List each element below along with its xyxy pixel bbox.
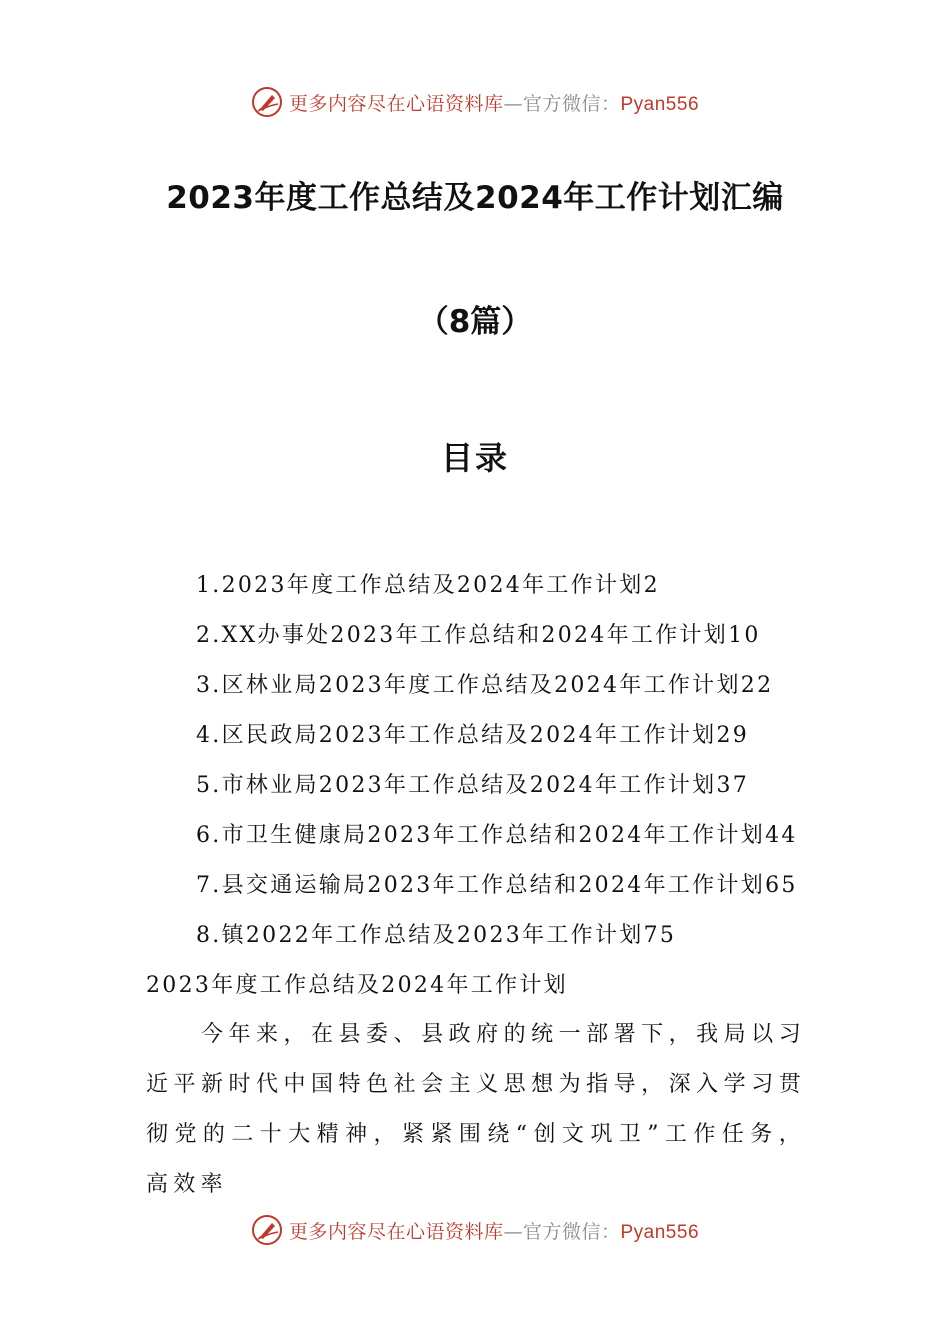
banner-wechat-label: —官方微信： — [503, 1220, 621, 1243]
toc-item[interactable]: 3.区林业局2023年度工作总结及2024年工作计划22 — [196, 673, 774, 698]
toc-heading: 目录 — [440, 439, 509, 477]
banner-content — [251, 1214, 699, 1246]
toc-item[interactable]: 5.市林业局2023年工作总结及2024年工作计划37 — [196, 773, 750, 798]
banner-wechat-id: Pyan556 — [620, 93, 700, 115]
banner-library-name: 更多内容尽在心语资料库 — [288, 92, 504, 115]
footer-banner — [0, 1210, 950, 1250]
toc-item[interactable]: 2.XX办事处2023年工作总结和2024年工作计划10 — [196, 623, 761, 648]
toc-item[interactable]: 8.镇2022年工作总结及2023年工作计划75 — [196, 923, 677, 948]
section-title: 2023年度工作总结及2024年工作计划 — [146, 973, 568, 998]
toc-item[interactable]: 4.区民政局2023年工作总结及2024年工作计划29 — [196, 723, 750, 748]
table-of-contents — [196, 566, 816, 966]
banner-text — [289, 1217, 699, 1244]
banner-text — [289, 89, 699, 116]
toc-item[interactable]: 7.县交通运输局2023年工作总结和2024年工作计划65 — [196, 873, 798, 898]
banner-wechat-label: —官方微信： — [503, 92, 621, 115]
quill-pen-logo-icon — [251, 1214, 283, 1246]
banner-wechat-id: Pyan556 — [620, 1221, 700, 1243]
banner-content — [251, 86, 699, 118]
header-banner — [0, 82, 950, 122]
document-title: 2023年度工作总结及2024年工作计划汇编 — [166, 180, 784, 216]
toc-item[interactable]: 6.市卫生健康局2023年工作总结和2024年工作计划44 — [196, 823, 798, 848]
section-body — [146, 966, 806, 1197]
banner-library-name: 更多内容尽在心语资料库 — [288, 1220, 504, 1243]
section-paragraph: 今年来，在县委、县政府的统一部署下，我局以习近平新时代中国特色社会主义思想为指导，深入学习贯彻党的二十大精神，紧紧围绕“创文巩卫”工作任务，高效率 — [146, 1022, 806, 1197]
toc-item[interactable]: 1.2023年度工作总结及2024年工作计划2 — [196, 573, 660, 598]
quill-pen-logo-icon — [251, 86, 283, 118]
document-subtitle: （8篇） — [417, 304, 533, 340]
